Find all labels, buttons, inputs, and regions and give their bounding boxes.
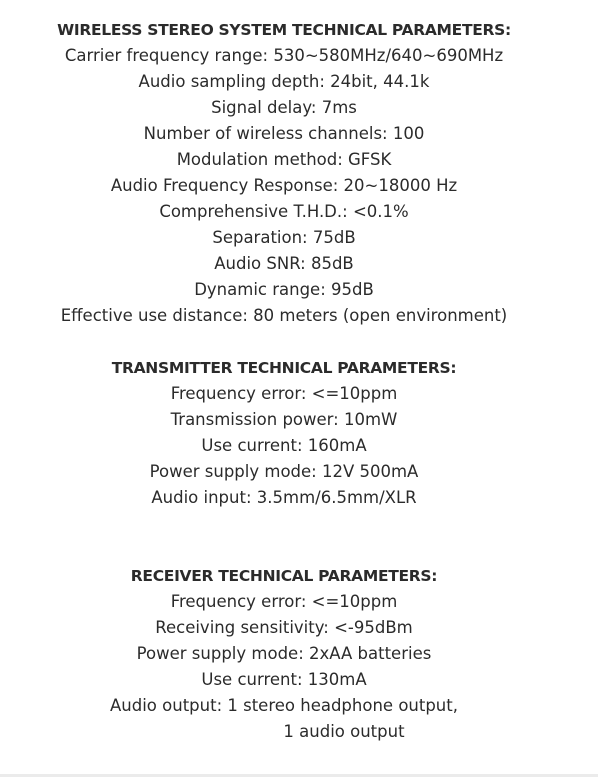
wireless-spec-separation: Separation: 75dB — [212, 228, 356, 247]
wireless-spec-signal-delay: Signal delay: 7ms — [211, 98, 357, 117]
transmitter-spec-current: Use current: 160mA — [201, 436, 367, 455]
transmitter-spec-audio-input: Audio input: 3.5mm/6.5mm/XLR — [151, 488, 417, 507]
wireless-spec-sampling-depth: Audio sampling depth: 24bit, 44.1k — [138, 72, 430, 91]
receiver-spec-current: Use current: 130mA — [201, 670, 367, 689]
receiver-spec-audio-output-continued: 1 audio output — [283, 722, 405, 741]
wireless-spec-carrier-frequency: Carrier frequency range: 530~580MHz/640~690MHz — [64, 46, 504, 65]
wireless-spec-thd: Comprehensive T.H.D.: <0.1% — [159, 202, 409, 221]
receiver-spec-sensitivity: Receiving sensitivity: <-95dBm — [155, 618, 413, 637]
wireless-spec-snr: Audio SNR: 85dB — [214, 254, 354, 273]
transmitter-heading: TRANSMITTER TECHNICAL PARAMETERS: — [111, 359, 457, 377]
receiver-spec-audio-output: Audio output: 1 stereo headphone output, — [110, 696, 458, 715]
transmitter-spec-frequency-error: Frequency error: <=10ppm — [170, 384, 398, 403]
transmitter-spec-power: Transmission power: 10mW — [170, 410, 398, 429]
wireless-spec-frequency-response: Audio Frequency Response: 20~18000 Hz — [110, 176, 458, 195]
wireless-spec-dynamic-range: Dynamic range: 95dB — [194, 280, 374, 299]
wireless-spec-channels: Number of wireless channels: 100 — [143, 124, 425, 143]
receiver-spec-power-supply: Power supply mode: 2xAA batteries — [136, 644, 432, 663]
wireless-spec-modulation: Modulation method: GFSK — [176, 150, 392, 169]
receiver-heading: RECEIVER TECHNICAL PARAMETERS: — [130, 567, 438, 585]
receiver-spec-frequency-error: Frequency error: <=10ppm — [170, 592, 398, 611]
wireless-heading: WIRELESS STEREO SYSTEM TECHNICAL PARAMETERS: — [57, 21, 511, 39]
transmitter-spec-power-supply: Power supply mode: 12V 500mA — [149, 462, 419, 481]
wireless-spec-distance: Effective use distance: 80 meters (open environment) — [60, 306, 508, 325]
